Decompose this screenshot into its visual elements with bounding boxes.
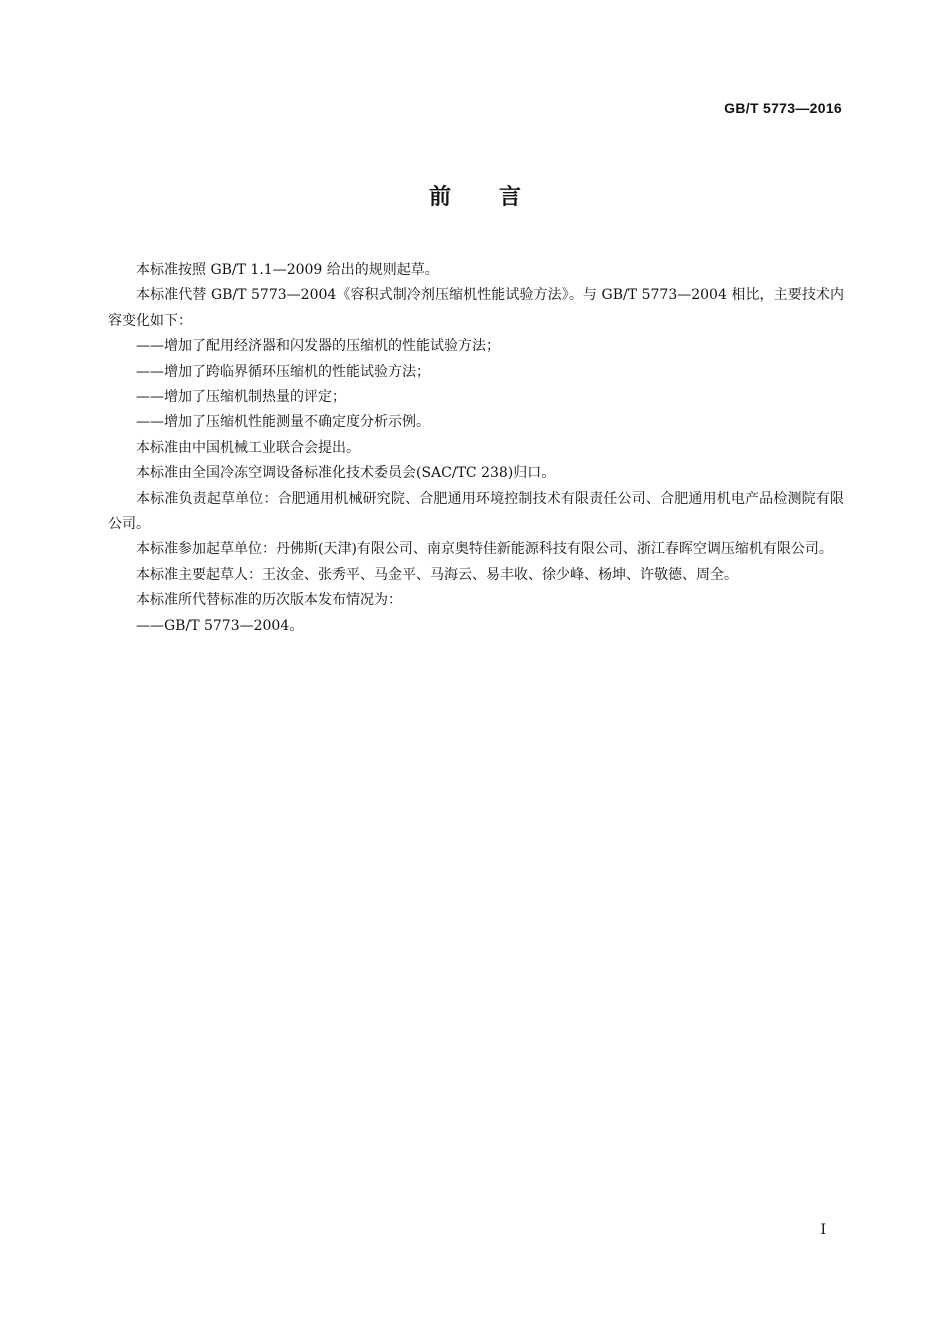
paragraph-proposer: 本标准由中国机械工业联合会提出。: [136, 439, 360, 456]
paragraph-participating-drafters: 本标准参加起草单位：丹佛斯(天津)有限公司、南京奥特佳新能源科技有限公司、浙江春晖空调压缩机有限公司。: [136, 541, 833, 558]
list-item-history-1: ——GB/T 5773—2004。: [136, 617, 304, 634]
paragraph-history-intro: 本标准所代替标准的历次版本发布情况为：: [136, 592, 402, 609]
list-item-change-4: ——增加了压缩机性能测量不确定度分析示例。: [136, 414, 430, 431]
list-item-change-3: ——增加了压缩机制热量的评定；: [136, 389, 346, 406]
list-item-change-1: ——增加了配用经济器和闪发器的压缩机的性能试验方法；: [136, 338, 500, 355]
paragraph-drafting-rules: 本标准按照 GB/T 1.1—2009 给出的规则起草。: [136, 262, 439, 278]
foreword-body: [108, 258, 844, 639]
standard-number: GB/T 5773—2016: [724, 100, 842, 116]
page-title: 前言: [428, 185, 569, 210]
paragraph-main-drafters: 本标准主要起草人：王汝金、张秀平、马金平、马海云、易丰收、徐少峰、杨坤、许敬德、周全。: [136, 566, 738, 583]
paragraph-committee: 本标准由全国冷冻空调设备标准化技术委员会(SAC/TC 238)归口。: [136, 465, 556, 482]
page-number: I: [820, 1222, 826, 1238]
paragraph-lead-drafters: 本标准负责起草单位：合肥通用机械研究院、合肥通用环境控制技术有限责任公司、合肥通用机电产品检测院有限公司。: [108, 490, 844, 533]
paragraph-replacement: 本标准代替 GB/T 5773—2004《容积式制冷剂压缩机性能试验方法》。与 GB/T 5773—2004 相比，主要技术内容变化如下：: [108, 287, 844, 329]
list-item-change-2: ——增加了跨临界循环压缩机的性能试验方法；: [136, 363, 430, 380]
